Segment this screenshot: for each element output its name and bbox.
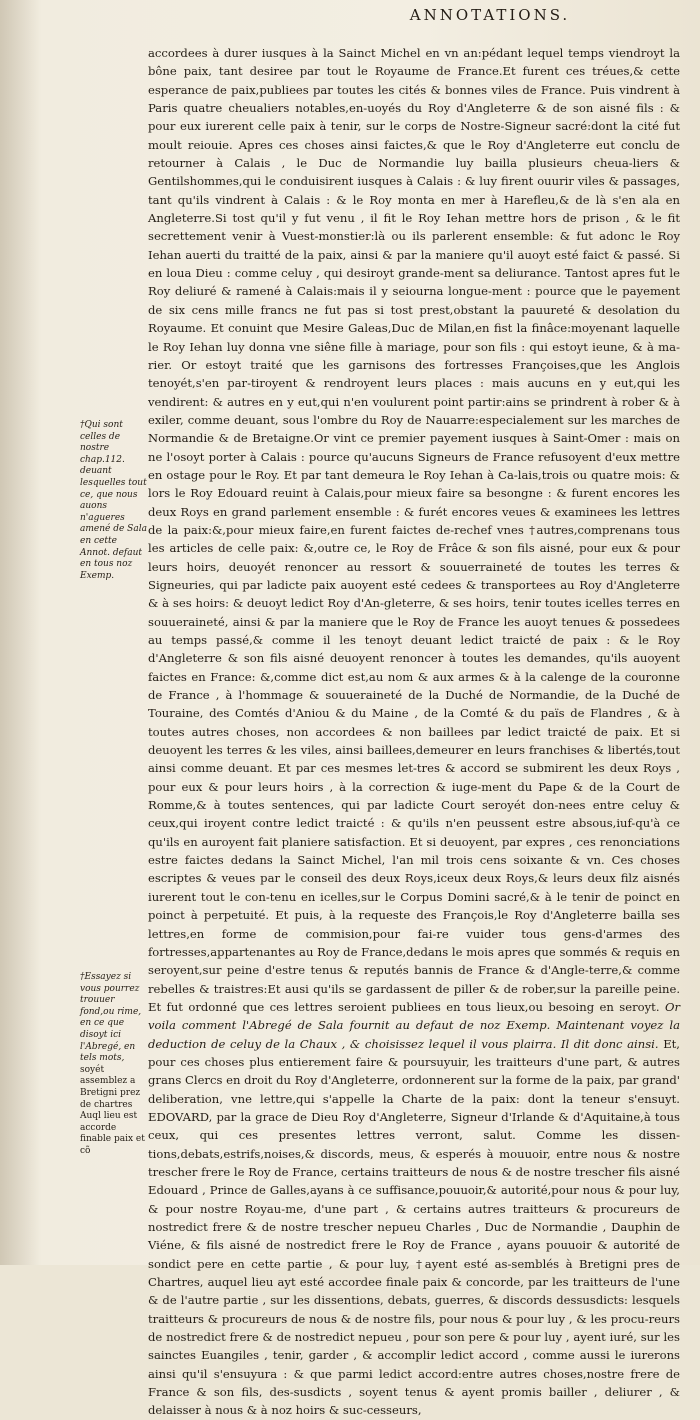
paragraph-1 — [148, 44, 680, 1420]
marginal-note-1: †Qui sont celles de nostre chap.112. deuant lesquelles tout ce, que nous auons n'agueres amené de Sala en cette Annot. defaut en tous noz Exemp. — [80, 420, 147, 581]
running-header: ANNOTATIONS. — [409, 6, 571, 24]
marginal-note-2-italic: †Essayez si vous pourrez trouuer fond,ou rime, en ce que disoyt ici l'Abregé, en tels mots, — [80, 972, 142, 1064]
paragraph-1-italic: Or voila comment l'Abregé de Sala fournit au defaut de noz Exemp. Maintenant voyez la deduction de celuy de la Chaux , & choisissez lequel il vous plairra. Il dit donc ainsi. — [148, 999, 680, 1051]
paragraph-2-text: Et, pour ces choses plus entierement faire & poursuyuir, les traitteurs d'une part, & autres grans Clercs en droit du Roy d'Angleterre, ordonnerent sur la forme de la paix, par grand' deliberation, vne lettre,qui s'appelle la Charte de la paix: dont la teneur s'ensuyt. EDOVARD, par la grace de Dieu Roy d'Angleterre, Signeur d'Irlande & d'Aquitaine,à tous ceux, qui ces presentes lettres verront, salut. Comme les dissen-tions,debats,estrifs,noises,& discords, meus, & esperés à mouuoir, entre nous & nostre trescher frere le Roy de France, certains traitteurs de nous & de nostre trescher fils aisné Edouard , Prince de Galles,ayans à ce suffisance,pouuoir,& autorité,pour nous & pour luy, & pour nostre Royau-me, d'une part , & certains autres traitteurs & procureurs de nostredict frere & de nostre trescher nepueu Charles , Duc de Normandie , Dauphin de Viéne, & fils aisné de nostredict frere le Roy de France , ayans pouuoir & autorité de sondict pere en cette partie , & pour luy, †ayent esté as-semblés à Bretigni pres de Chartres, auquel lieu ayt esté accordee finale paix & concorde, par les traitteurs de l'une & de l'autre partie , sur les dissentions, debats, guerres, & discords dessusdicts: lesquels traitteurs & procureurs de nous & de nostre fils, pour nous & pour luy , & les procu-reurs de nostredict frere & de nostredict nepueu , pour son pere & pour luy , ayent iuré, sur les sainctes Euangiles , tenir, garder , & accomplir ledict accord , comme aussi le iurerons ainsi qu'il s'ensuyura : & que parmi ledict accord:entre autres choses,nostre frere de France & son fils, des-susdicts , soyent tenus & ayent promis bailler , deliurer , & delaisser à nous & à noz hoirs & suc-cesseurs, — [148, 1036, 680, 1418]
paragraph-1-text: accordees à durer iusques à la Sainct Michel en vn an:pédant lequel temps viendroyt la bône paix, tant desiree par tout le Royaume de France.Et furent ces tréues,& cette esperance de paix,publiees par toutes les cités & bonnes viles de France. Puis vindrent à Paris quatre cheualiers notables,en-uoyés du Roy d'Angleterre & de son aisné fils : & pour eux iurerent celle paix à tenir, sur le corps de Nostre-Signeur sacré:dont la cité fut moult reiouie. Apres ces choses ainsi faictes,& que le Roy d'Angleterre eut conclu de retourner à Calais , le Duc de Normandie luy bailla plusieurs cheua-liers & Gentilshommes,qui le conduisirent iusques à Calais : & luy firent ouurir viles & passages, tant qu'ils vindrent à Calais : & le Roy monta en mer à Harefleu,& de là s'en ala en Angleterre.Si tost qu'il y fut venu , il fit le Roy Iehan mettre hors de prison , & le fit secrettement venir à Vuest-monstier:là ou ils parlerent ensemble: & fut adonc le Roy Iehan auerti du traitté de la paix, ainsi & par la maniere qu'il auoyt esté faict & passé. Si en loua Dieu : comme celuy , qui desiroyt grande-ment sa deliurance. Tantost apres fut le Roy deliuré & ramené à Calais:mais il y seiourna longue-ment : pource que le payement de six cens mille francs ne fut pas si tost prest,obstant la pauureté & desolation du Royaume. Et conuint que Mesire Galeas,Duc de Milan,en fist la finâce:moyenant laquelle le Roy Iehan luy donna vne siêne fille à mariage, pour son fils : qui estoyt ieune, & à ma-rier. Or estoyt traité que les garnisons des fortresses Françoises,que les Anglois tenoyét,s'en par-tiroyent & rendroyent leurs places : mais aucuns en y eut,qui les vendirent: & autres en y eut,qui n'en voulurent point partir:ains se prindrent à rober & à exiler, comme deuant, sous l'ombre du Roy de Nauarre:especialement sur les marches de Normandie & de Bretaigne.Or vint ce premier payement iusques à Saint-Omer : mais on ne l'osoyt porter à Calais : pource qu'aucuns Signeurs de France refusoyent d'eux mettre en ostage pour le Roy. Et par tant demeura le Roy Iehan à Ca-lais,trois ou quatre mois: & lors le Roy Edouard reuint à Calais,pour mieux faire sa besongne : & furent encores les deux Roys en grand parlement ensemble : & furét encores veues & examinees les lettres de la paix:&,pour mieux faire,en furent faictes de-rechef vnes †autres,comprenans tous les articles de celle paix: &,outre ce, le Roy de Frâce & son fils aisné, pour eux & pour leurs hoirs, deuoyét renoncer au ressort & souuerraineté de toutes les terres & Signeuries, qui par ladicte paix auoyent esté cedees & transportees au Roy d'Angleterre & à ses hoirs: & deuoyt ledict Roy d'An-gleterre, & ses hoirs, tenir toutes icelles terres en souueraineté, ainsi & par la maniere que le Roy de France les auoyt tenues & possedees au temps passé,& comme il les tenoyt deuant ledict traicté de paix : & le Roy d'Angleterre & son fils aisné deuoyent renoncer à toutes les demandes, qu'ils auoyent faictes en France: &,comme dict est,au nom & aux armes & à la calenge de la couronne de France , à l'hommage & souueraineté de la Duché de Normandie, de la Duché de Touraine, des Comtés d'Aniou & du Maine , de la Comté & du païs de Flandres , & à toutes autres choses, non accordees & non baillees par ledict traicté de paix. Et si deuoyent les terres & les viles, ainsi baillees,demeurer en leurs franchises & libertés,tout ainsi comme deuant. Et par ces mesmes let-tres & accord se submirent les deux Roys , pour eux & pour leurs hoirs , à la correction & iuge-ment du Pape & de la Court de Romme,& à toutes sentences, qui par ladicte Court seroyét don-nees entre celuy & ceux,qui iroyent contre ledict traicté : & qu'ils n'en peussent estre absous,iuf-qu'à ce qu'ils en auroyent fait planiere satisfaction. Et si deuoyent, par expres , ces renonciations estre faictes dedans la Sainct Michel, l'an mil trois cens soixante & vn. Ces choses escriptes & veues par le conseil des deux Roys,iceux deux Roys,& leurs deux filz aisnés iurerent tout le con-tenu en icelles,sur le Corpus Domini sacré,& à le tenir de poinct en poinct à perpetuité. Et puis, à la requeste des François,le Roy d'Angleterre bailla ses lettres,en forme de commision,pour fai-re vuider tous gens-d'armes des fortresses,appartenantes au Roy de France,dedans le mois apres que sommés & requis en seroyent,sur peine d'estre tenus & reputés bannis de France & d'Angle-terre,& comme rebelles & traistres:Et ausi qu'ils se gardassent de piller & de rober,sur la pareille peine. Et fut ordonné que ces lettres seroient publiees en tous lieux,ou besoing en seroyt. — [148, 46, 680, 1014]
binding-shadow — [0, 0, 40, 1265]
main-text — [148, 44, 680, 1420]
marginal-note-2 — [80, 972, 148, 1158]
marginal-note-2-roman: soyét assemblez a Bretigni prez de chartres Auql lieu est accorde finable paix et cõ — [80, 1064, 145, 1156]
